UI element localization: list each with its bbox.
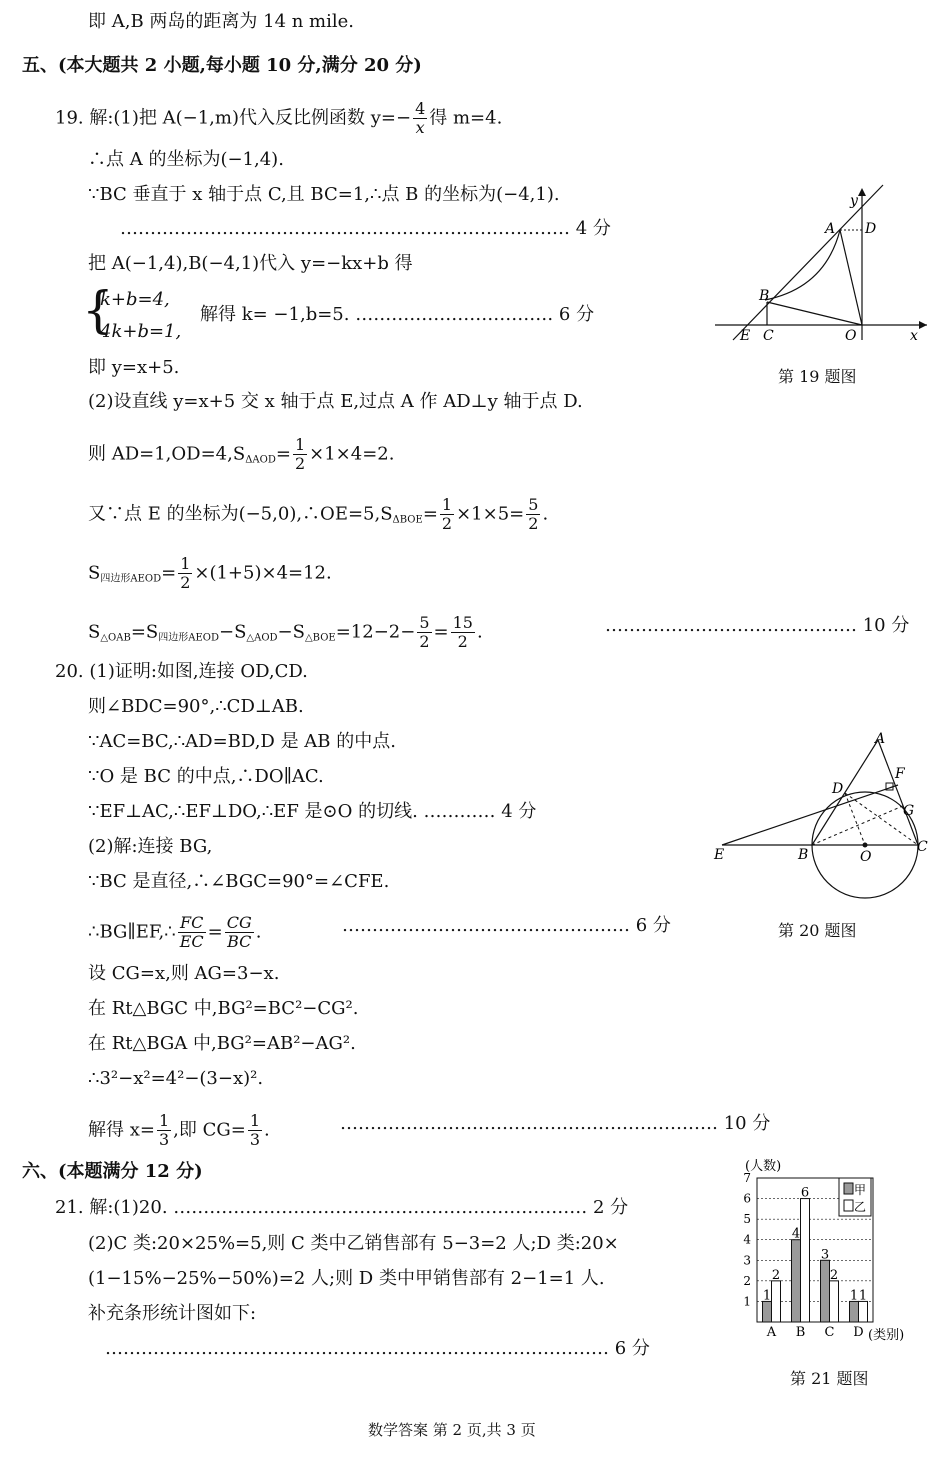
text-line: 在 Rt△BGC 中,BG²=BC²−CG². (88, 998, 359, 1019)
text-line (88, 614, 483, 651)
text-line: ∵BC 垂直于 x 轴于点 C,且 BC=1,∴点 B 的坐标为(−4,1). (88, 184, 560, 205)
section-heading: 六、(本题满分 12 分) (22, 1161, 203, 1182)
label-x: x (910, 328, 918, 344)
bar-jia (792, 1240, 801, 1322)
score-line: ………………………………………………………………………… 6 分 (105, 1338, 650, 1359)
y-tick-label: 5 (743, 1212, 751, 1227)
text: 则 AD=1,OD=4,S (88, 443, 246, 465)
text-line: ∵BC 是直径,∴∠BGC=90°=∠CFE. (88, 871, 390, 892)
data-label: 1 (849, 1288, 859, 1304)
text-line: 设 CG=x,则 AG=3−x. (88, 963, 280, 984)
subscript: 四边形AEOD (158, 632, 219, 644)
label-A: A (825, 221, 836, 237)
bar-yi (859, 1301, 868, 1322)
score-line: …………………………………… 10 分 (605, 615, 910, 636)
q19-head: 19. 解:(1)把 A(−1,m)代入反比例函数 y=− (55, 107, 412, 129)
data-label: 2 (829, 1267, 839, 1283)
text: . (264, 1119, 270, 1141)
text: −S (277, 621, 305, 643)
text-line: 20. (1)证明:如图,连接 OD,CD. (55, 661, 308, 682)
segment-AC (878, 740, 918, 845)
subscript: △OAB (100, 632, 131, 644)
figure-caption: 第 19 题图 (778, 367, 857, 386)
text-line: ∴点 A 的坐标为(−1,4). (88, 149, 284, 170)
segment-DC (845, 793, 918, 845)
score-line: ………………………………………………………………… 4 分 (120, 218, 611, 239)
x-tick-label: D (853, 1325, 864, 1340)
segment-BO (767, 302, 862, 325)
y-arrow-icon (858, 188, 866, 196)
q19-tail: 得 m=4. (429, 107, 503, 129)
text: 解得 x= (88, 1119, 155, 1141)
text-line: ∵O 是 BC 的中点,∴DO∥AC. (88, 766, 324, 787)
section-heading: 五、(本大题共 2 小题,每小题 10 分,满分 20 分) (22, 55, 422, 76)
text: ∴BG∥EF,∴ (88, 921, 176, 943)
text: −S (218, 621, 247, 643)
legend-swatch-jia (844, 1183, 853, 1194)
text: =12−2− (335, 621, 416, 643)
x-tick-label: B (795, 1325, 806, 1340)
text-line: (2)解:连接 BG, (88, 836, 213, 857)
y-tick-label: 4 (743, 1232, 751, 1247)
fraction: $\frac{5}{2}$ (419, 613, 430, 651)
bar-yi (772, 1281, 781, 1322)
text: ×1×4=2. (309, 443, 395, 465)
text-line (88, 914, 262, 951)
segment-AO (840, 230, 862, 325)
text: . (476, 621, 483, 643)
score-line: ………………………………………… 6 分 (342, 915, 671, 936)
center-point (863, 843, 868, 848)
label-C: C (763, 328, 774, 344)
figure-caption: 第 20 题图 (778, 921, 857, 940)
label-C: C (917, 839, 928, 855)
score-line: 解得 k= −1,b=5. …………………………… 6 分 (200, 304, 595, 325)
text-line: (1−15%−25%−50%)=2 人;则 D 类中甲销售部有 2−1=1 人. (88, 1268, 605, 1289)
text: = (161, 562, 177, 584)
text-line: (2)设直线 y=x+5 交 x 轴于点 E,过点 A 作 AD⊥y 轴于点 D. (88, 391, 583, 412)
subscript: △AOD (246, 632, 278, 644)
text: . (542, 503, 549, 525)
legend-label-jia: 甲 (854, 1183, 867, 1197)
text: = (433, 621, 449, 643)
text: = (207, 921, 223, 943)
label-B: B (798, 847, 809, 863)
data-label: 1 (858, 1288, 868, 1304)
text-line: 把 A(−1,4),B(−4,1)代入 y=−kx+b 得 (88, 253, 413, 274)
bar-chart (735, 1152, 935, 1342)
legend-label-yi: 乙 (854, 1200, 867, 1214)
x-tick-label: A (766, 1325, 777, 1340)
legend-swatch-yi (844, 1200, 853, 1211)
bar-jia (763, 1301, 772, 1322)
q19-line (55, 100, 502, 137)
bar-yi (801, 1199, 810, 1322)
text-line: 即 A,B 两岛的距离为 14 n mile. (88, 11, 355, 32)
score-line: 21. 解:(1)20. …………………………………………………………… 2 分 (55, 1197, 629, 1218)
fraction: $\frac{FC}{EC}$ (179, 913, 204, 951)
label-O: O (860, 849, 872, 865)
bar-yi (830, 1281, 839, 1322)
text: . (255, 921, 262, 943)
data-label: 1 (762, 1288, 772, 1304)
label-G: G (903, 803, 915, 819)
text-line: 在 Rt△BGA 中,BG²=AB²−AG². (88, 1033, 356, 1054)
bar-jia (850, 1301, 859, 1322)
fraction: $\frac{1}{2}$ (441, 495, 453, 533)
text-line (88, 436, 394, 473)
text-line (88, 1112, 270, 1149)
text: ,即 CG= (173, 1119, 246, 1141)
text-line (88, 496, 548, 533)
text-line: ∵AC=BC,∴AD=BD,D 是 AB 的中点. (88, 731, 396, 752)
text-line (88, 555, 332, 592)
score-line: ……………………………………………………… 10 分 (340, 1113, 771, 1134)
text-line: (2)C 类:20×25%=5,则 C 类中乙销售部有 5−3=2 人;D 类:20× (88, 1233, 619, 1254)
text: ×1×5= (456, 503, 525, 525)
text-line: ∴3²−x²=4²−(3−x)². (88, 1068, 264, 1089)
text: = (422, 503, 438, 525)
label-D: D (865, 221, 877, 237)
data-label: 4 (791, 1226, 801, 1242)
system-brace: { (82, 281, 114, 339)
fraction: $\frac{5}{2}$ (528, 495, 539, 533)
figure-19 (705, 180, 935, 350)
y-tick-label: 3 (743, 1253, 751, 1268)
fraction: $\frac{1}{2}$ (180, 554, 191, 592)
figure-caption: 第 21 题图 (790, 1369, 869, 1388)
equation: k+b=4, (100, 289, 170, 310)
label-B: B (759, 288, 770, 304)
fraction: $\frac{15}{2}$ (452, 613, 473, 651)
subscript: 四边形AEOD (100, 573, 162, 585)
label-O: O (845, 328, 857, 344)
text-line: 即 y=x+5. (88, 357, 180, 378)
subscript: ΔBOE (392, 514, 423, 526)
y-tick-label: 1 (743, 1294, 751, 1309)
y-tick-label: 6 (743, 1191, 751, 1206)
text: S (88, 621, 101, 643)
data-label: 6 (800, 1185, 810, 1201)
label-E: E (740, 328, 751, 344)
segment-BG (812, 805, 905, 845)
text: = (275, 443, 291, 465)
fraction: $\frac{1}{3}$ (249, 1111, 261, 1149)
text: S (88, 562, 101, 584)
score-line: ∵EF⊥AC,∴EF⊥DO,∴EF 是⊙O 的切线. ………… 4 分 (88, 801, 537, 822)
subscript: ΔAOD (245, 454, 276, 466)
label-A: A (875, 731, 886, 747)
segment-DO (845, 793, 865, 845)
data-label: 3 (820, 1247, 830, 1263)
figure-20 (710, 725, 945, 905)
fraction: $\frac{CG}{BC}$ (226, 913, 252, 951)
fraction: $\frac{1}{2}$ (294, 435, 306, 473)
y-axis-label: (人数) (745, 1159, 782, 1174)
label-E: E (714, 847, 725, 863)
subscript: △BOE (304, 632, 336, 644)
fraction: $\frac{1}{3}$ (158, 1111, 170, 1149)
x-arrow-icon (919, 321, 927, 329)
page-footer: 数学答案 第 2 页,共 3 页 (368, 1421, 536, 1439)
text: ×(1+5)×4=12. (194, 562, 332, 584)
x-axis-label: (类别) (868, 1328, 905, 1342)
equation: 4k+b=1, (100, 321, 182, 342)
text-line: 补充条形统计图如下: (88, 1303, 257, 1324)
y-tick-label: 2 (743, 1273, 751, 1288)
text-line: 则∠BDC=90°,∴CD⊥AB. (88, 696, 304, 717)
x-tick-label: C (824, 1325, 835, 1340)
bar-jia (821, 1260, 830, 1322)
label-D: D (832, 781, 844, 797)
data-label: 2 (771, 1267, 781, 1283)
label-F: F (895, 766, 905, 782)
label-y: y (850, 193, 858, 209)
segment-EF (722, 785, 898, 845)
text: 又∵点 E 的坐标为(−5,0),∴OE=5,S (88, 503, 393, 525)
fraction: $\frac{4}{x}$ (415, 99, 426, 137)
y-tick-label: 7 (743, 1171, 751, 1185)
text: =S (130, 621, 159, 643)
